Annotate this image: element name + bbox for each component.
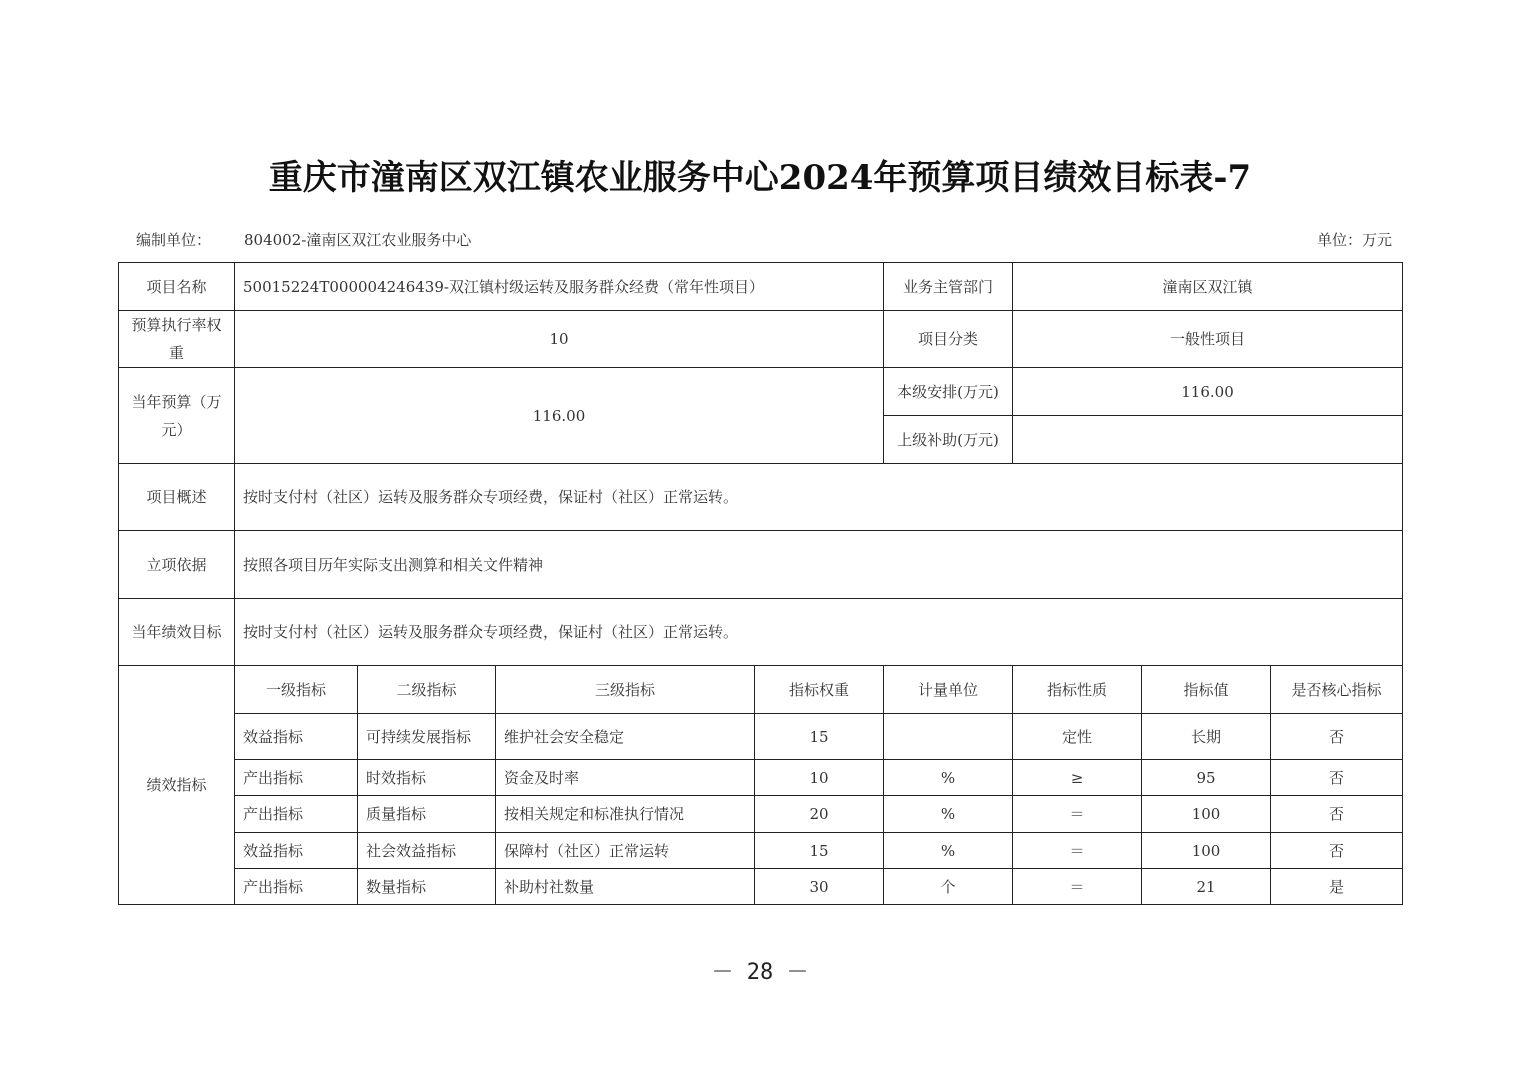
indicators-section-label: 绩效指标 [119,666,235,905]
indicator-level1: 产出指标 [235,760,358,796]
indicator-unit: % [884,760,1013,796]
upper-funding-label: 上级补助(万元) [884,416,1013,464]
indicator-value: 100 [1142,833,1271,869]
budget-row [119,368,1403,416]
local-funding-label: 本级安排(万元) [884,368,1013,416]
indicator-level2: 质量指标 [358,796,496,833]
basis-label: 立项依据 [119,531,235,599]
indicator-nature: ＝ [1013,796,1142,833]
unit-note: 单位：万元 [1316,231,1392,249]
indicator-nature: ＝ [1013,869,1142,905]
goal-row [119,599,1403,666]
indicator-level2: 数量指标 [358,869,496,905]
indicator-level3: 保障村（社区）正常运转 [496,833,755,869]
indicator-value: 长期 [1142,714,1271,760]
page-number: － 28 － [711,960,809,985]
header-level1: 一级指标 [235,666,358,714]
local-funding-value: 116.00 [1013,368,1403,416]
project-name-label: 项目名称 [119,263,235,311]
indicator-level2: 可持续发展指标 [358,714,496,760]
budget-label: 当年预算（万元） [119,368,235,464]
indicator-level1: 产出指标 [235,796,358,833]
dept-value: 潼南区双江镇 [1013,263,1403,311]
basis-row [119,531,1403,599]
category-label: 项目分类 [884,311,1013,368]
indicator-row [119,833,1403,869]
indicator-value: 100 [1142,796,1271,833]
indicator-value: 95 [1142,760,1271,796]
header-nature: 指标性质 [1013,666,1142,714]
indicator-row [119,869,1403,905]
upper-funding-value [1013,416,1403,464]
header-core: 是否核心指标 [1271,666,1403,714]
indicator-nature: ≥ [1013,760,1142,796]
indicator-row [119,796,1403,833]
indicator-weight: 30 [755,869,884,905]
exec-weight-value: 10 [235,311,884,368]
indicator-core: 否 [1271,833,1403,869]
overview-value: 按时支付村（社区）运转及服务群众专项经费，保证村（社区）正常运转。 [235,464,1403,531]
indicator-level3: 维护社会安全稳定 [496,714,755,760]
indicator-header-row [119,666,1403,714]
indicator-core: 是 [1271,869,1403,905]
indicator-level3: 资金及时率 [496,760,755,796]
indicator-core: 否 [1271,760,1403,796]
goal-label: 当年绩效目标 [119,599,235,666]
indicator-unit: 个 [884,869,1013,905]
indicator-core: 否 [1271,796,1403,833]
budget-value: 116.00 [235,368,884,464]
indicator-level3: 按相关规定和标准执行情况 [496,796,755,833]
indicator-row [119,760,1403,796]
project-name-value: 50015224T000004246439-双江镇村级运转及服务群众经费（常年性项目） [235,263,884,311]
header-weight: 指标权重 [755,666,884,714]
indicator-unit [884,714,1013,760]
indicator-level2: 社会效益指标 [358,833,496,869]
indicator-level1: 效益指标 [235,833,358,869]
indicator-weight: 15 [755,833,884,869]
category-value: 一般性项目 [1013,311,1403,368]
exec-weight-label: 预算执行率权重 [119,311,235,368]
indicator-weight: 20 [755,796,884,833]
indicator-unit: % [884,796,1013,833]
indicator-level2: 时效指标 [358,760,496,796]
basis-value: 按照各项目历年实际支出测算和相关文件精神 [235,531,1403,599]
exec-weight-row [119,311,1403,368]
project-name-row [119,263,1403,311]
header-level2: 二级指标 [358,666,496,714]
indicator-weight: 10 [755,760,884,796]
header-level3: 三级指标 [496,666,755,714]
overview-row [119,464,1403,531]
indicator-weight: 15 [755,714,884,760]
indicator-row [119,714,1403,760]
org-value: 804002-潼南区双江农业服务中心 [244,231,472,249]
header-unit: 计量单位 [884,666,1013,714]
indicator-level3: 补助村社数量 [496,869,755,905]
indicator-nature: 定性 [1013,714,1142,760]
goal-value: 按时支付村（社区）运转及服务群众专项经费，保证村（社区）正常运转。 [235,599,1403,666]
indicator-nature: ＝ [1013,833,1142,869]
header-value: 指标值 [1142,666,1271,714]
indicator-value: 21 [1142,869,1271,905]
org-label: 编制单位： [136,231,212,249]
page-title: 重庆市潼南区双江镇农业服务中心2024年预算项目绩效目标表-7 [268,158,1252,198]
indicator-unit: % [884,833,1013,869]
dept-label: 业务主管部门 [884,263,1013,311]
overview-label: 项目概述 [119,464,235,531]
indicator-level1: 效益指标 [235,714,358,760]
indicator-core: 否 [1271,714,1403,760]
performance-table [118,262,1403,905]
indicator-level1: 产出指标 [235,869,358,905]
